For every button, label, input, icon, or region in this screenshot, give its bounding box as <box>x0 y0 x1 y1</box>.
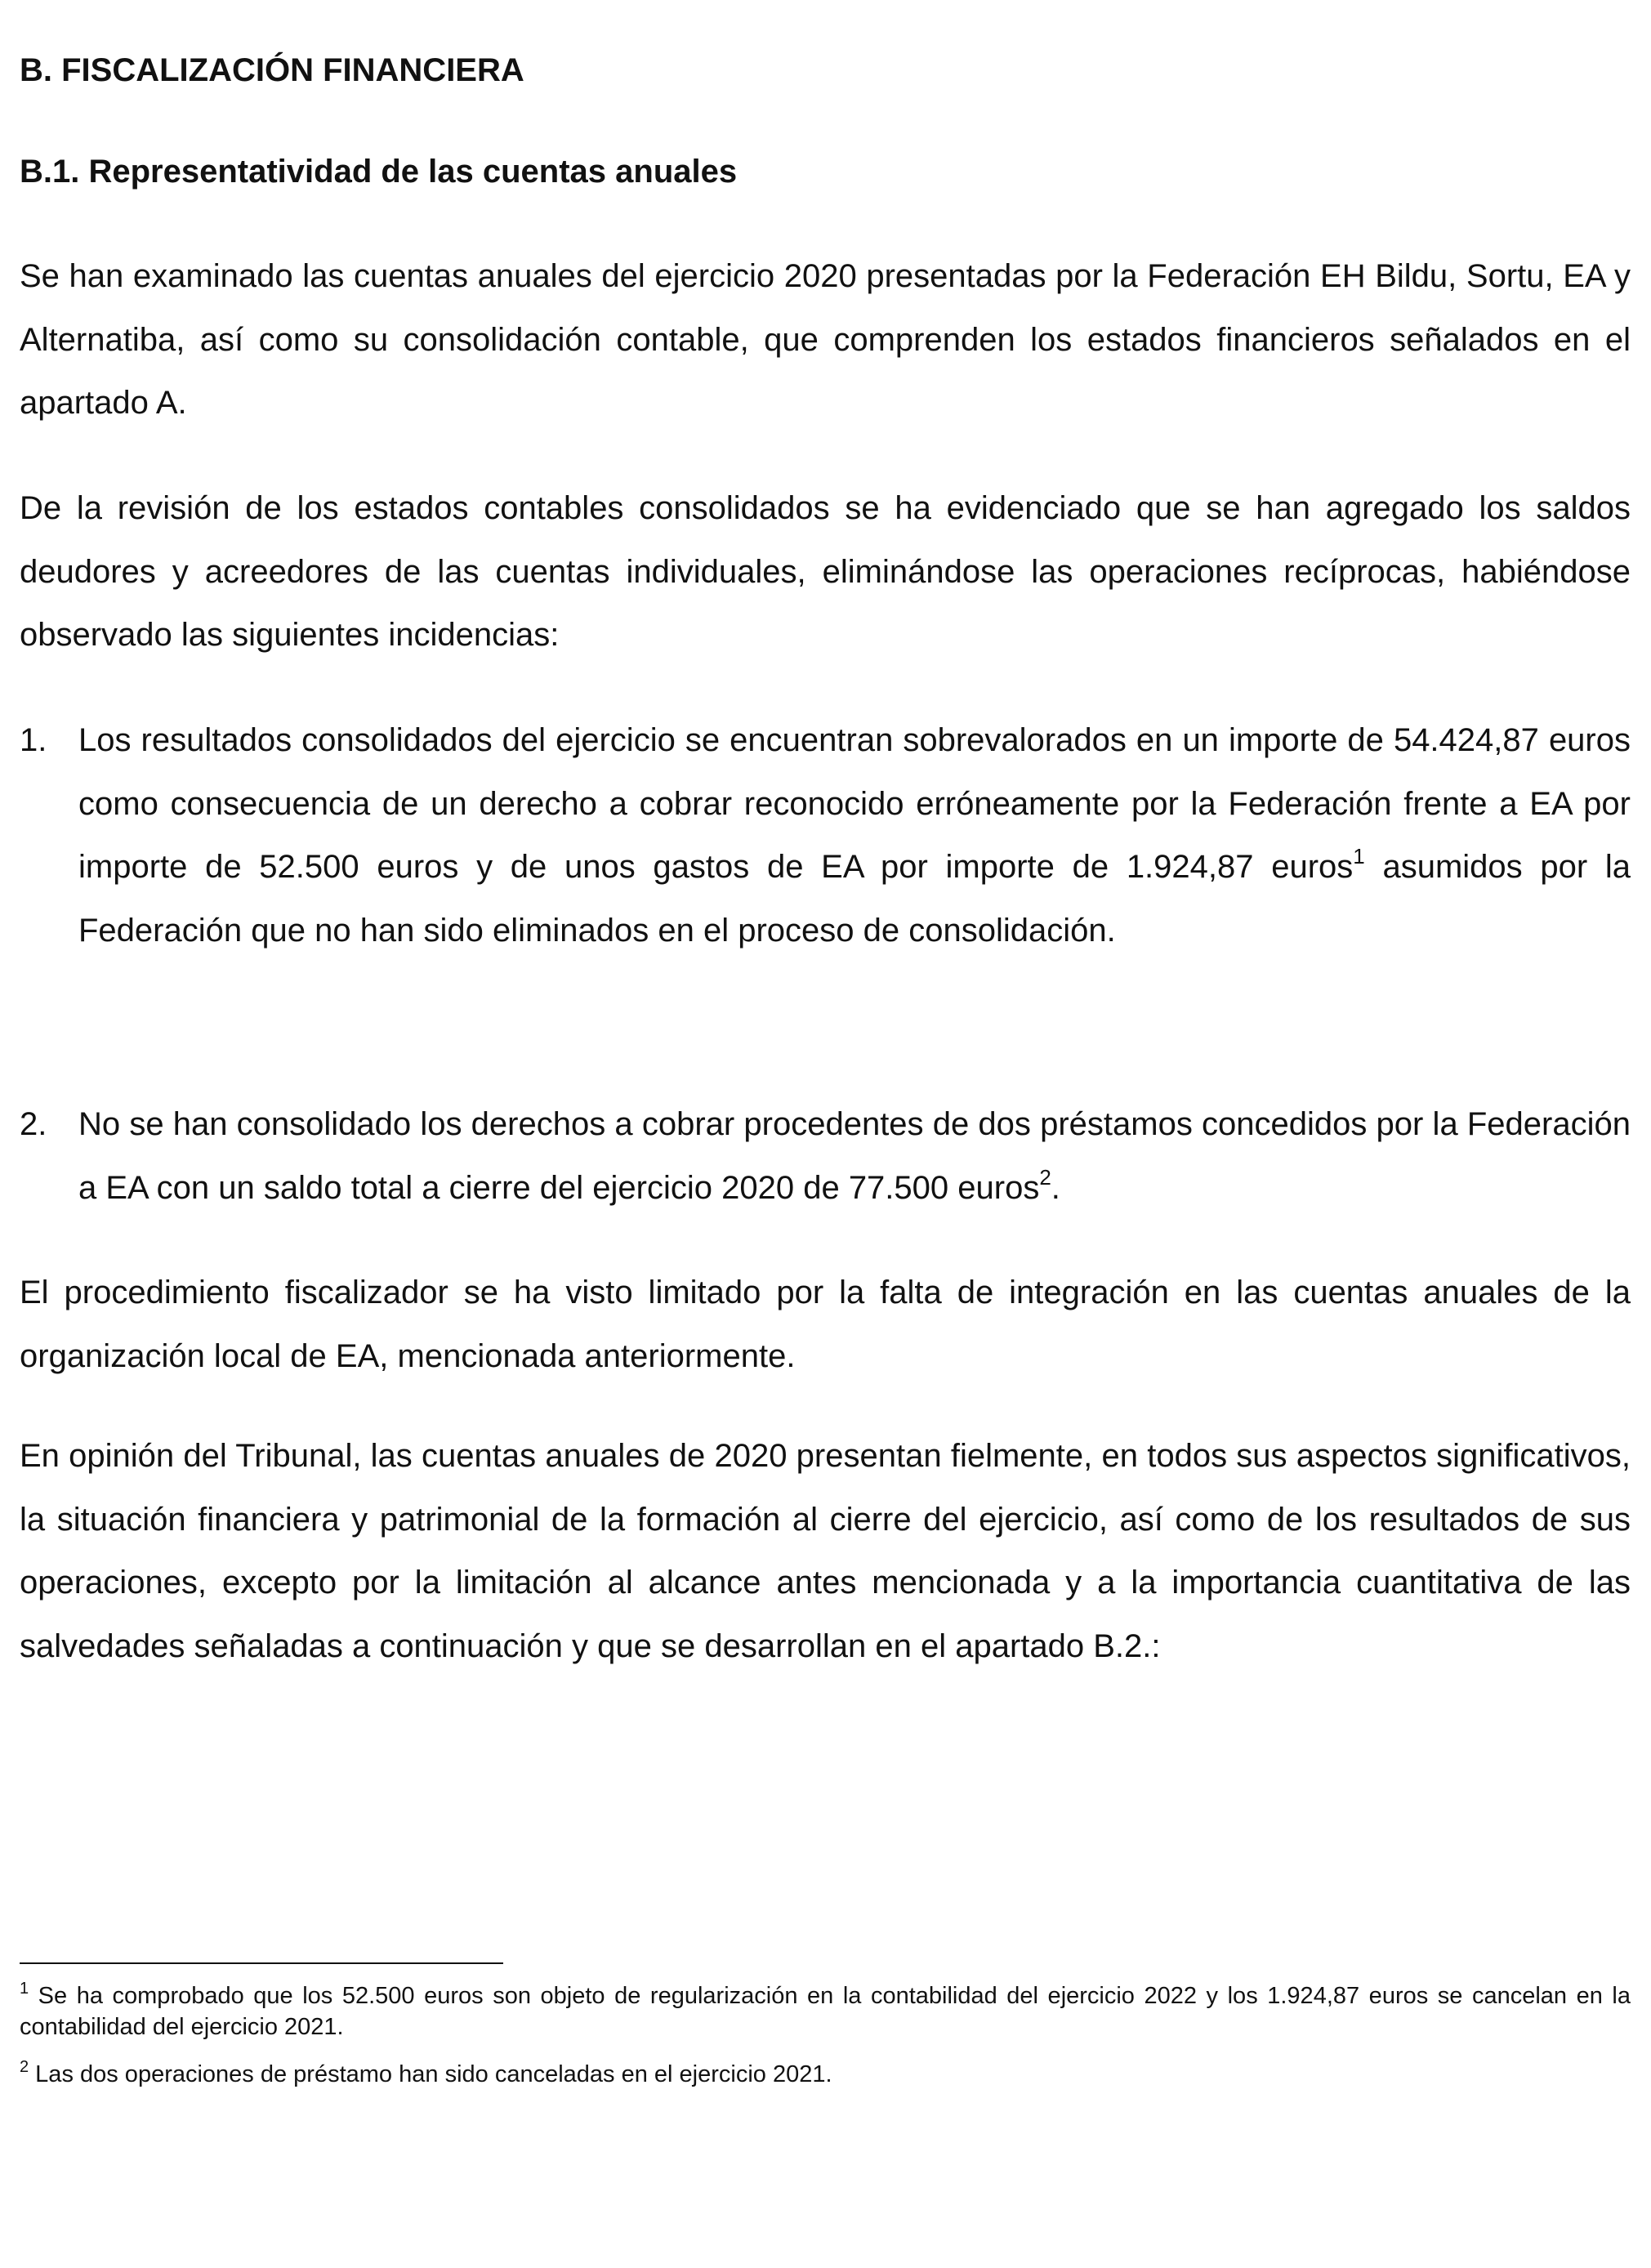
subsection-heading: B.1. Representatividad de las cuentas anuales <box>20 154 738 190</box>
section-heading: B. FISCALIZACIÓN FINANCIERA <box>20 52 524 88</box>
paragraph-review-findings: De la revisión de los estados contables consolidados se ha evidenciado que se han agregado los saldos deudores y acreedores de las cuentas individuales, eliminándose las operaciones recíprocas, habiéndose observado las siguientes incidencias: <box>20 490 1631 653</box>
paragraph-examined-accounts: Se han examinado las cuentas anuales del ejercicio 2020 presentadas por la Federación EH Bildu, Sortu, EA y Alternatiba, así como su consolidación contable, que comprenden los estados financieros señalados en el apartado A. <box>20 258 1631 421</box>
paragraph-tribunal-opinion: En opinión del Tribunal, las cuentas anuales de 2020 presentan fielmente, en todos sus aspectos significativos, la situación financiera y patrimonial de la formación al cierre del ejercicio, así como de los resultados de sus operaciones, excepto por la limitación al alcance antes mencionada y a la importancia cuantitativa de las salvedades señaladas a continuación y que se desarrollan en el apartado B.2.: <box>20 1438 1631 1664</box>
footnote <box>20 1980 1631 2043</box>
paragraph-scope-limitation: El procedimiento fiscalizador se ha visto limitado por la falta de integración en las cuentas anuales de la organización local de EA, mencionada anteriormente. <box>20 1275 1631 1374</box>
footnote-reference[interactable]: 2 <box>1039 1164 1051 1190</box>
footnote-text: Se ha comprobado que los 52.500 euros son objeto de regularización en la contabilidad del ejercicio 2022 y los 1.924,87 euros se cancelan en la contabilidad del ejercicio 2021. <box>20 1983 1631 2040</box>
footnote-mark: 2 <box>20 2058 29 2076</box>
incidence-text: No se han consolidado los derechos a cobrar procedentes de dos préstamos concedidos por la Federación a EA con un saldo total a cierre del ejercicio 2020 de 77.500 euros$^2$. <box>78 1106 1631 1206</box>
footnote-separator <box>20 1962 503 1964</box>
incidence-number: 2. <box>20 1106 47 1142</box>
incidence-item <box>20 1093 1631 1220</box>
incidence-number: 1. <box>20 722 47 758</box>
footnote-text: Las dos operaciones de préstamo han sido canceladas en el ejercicio 2021. <box>29 2061 832 2087</box>
incidence-text: Los resultados consolidados del ejercicio se encuentran sobrevalorados en un importe de 54.424,87 euros como consecuencia de un derecho a cobrar reconocido erróneamente por la Federación frente a EA por importe de 52.500 euros y de unos gastos de EA por importe de 1.924,87 euros$^1$ asumidos por la Federación que no han sido eliminados en el proceso de consolidación. <box>78 722 1631 949</box>
footnote <box>20 2059 1631 2090</box>
incidence-item <box>20 709 1631 962</box>
footnote-mark: 1 <box>20 1980 29 1998</box>
footnote-reference[interactable]: 1 <box>1353 844 1365 868</box>
